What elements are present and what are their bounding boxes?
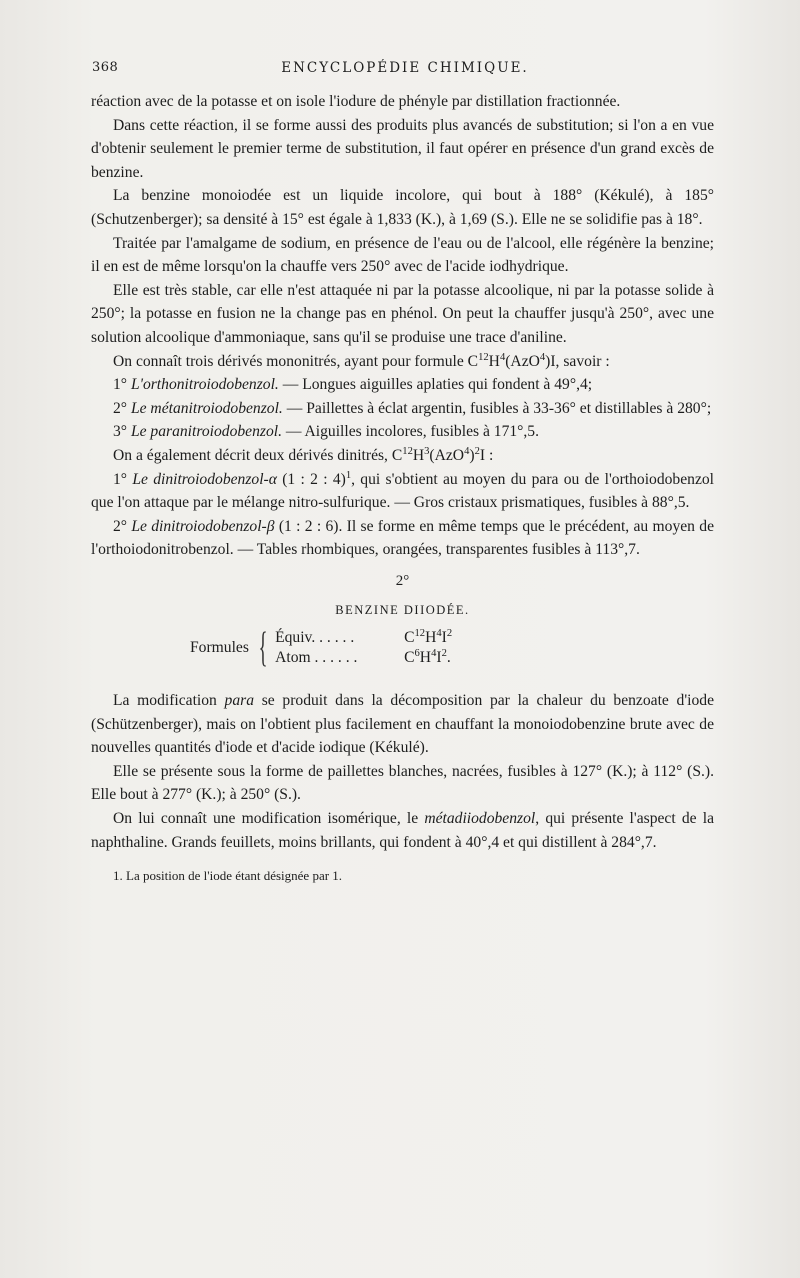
paragraph: réaction avec de la potasse et on isole l'iodure de phényle par distillation fractionnée. xyxy=(91,93,621,110)
paragraph-para: La modification para se produit dans la décomposition par la chaleur du benzoate d'iode (Schützenberger), mais on l'obtient plus facilement en chauffant la monoiodobenzine brute avec de nouvelles quantités d'iode et d'acide iodique (Kékulé). xyxy=(91,692,714,757)
section-number: 2° xyxy=(395,572,410,589)
formula-label: Formules xyxy=(190,639,249,657)
list-item: 2° Le dinitroiodobenzol-β (1 : 2 : 6). Il se forme en même temps que le précédent, au moyen de l'orthoiodonitrobenzol. — Tables rhombiques, orangées, transparentes fusibles à 113°,7. xyxy=(91,517,714,559)
paragraph: Traitée par l'amalgame de sodium, en présence de l'eau ou de l'alcool, elle régénère la benzine; il en est de même lorsqu'on la chauffe vers 250° avec de l'acide iodhydrique. xyxy=(91,234,714,276)
brace-icon: { xyxy=(258,625,268,672)
paragraph-meta: On lui connaît une modification isomérique, le métadiiodobenzol, qui présente l'aspect de la naphthaline. Grands feuillets, moins brillants, qui fondent à 40°,4 et qui distillent à 284°,7. xyxy=(91,810,714,851)
page-header xyxy=(92,60,718,84)
paragraph-mononitro: On connaît trois dérivés mononitrés, ayant pour formule $C^{12}H^4(AzO^4)I$, savoir : xyxy=(113,351,610,370)
section-title: BENZINE DIIODÉE. xyxy=(335,603,470,618)
footnote: 1. La position de l'iode étant désignée par 1. xyxy=(113,868,343,884)
formula-lines xyxy=(275,628,452,668)
formula-row-atom: Atom . . . . . . $C^6H^4I^2$. xyxy=(275,647,451,667)
formula-block xyxy=(190,625,714,672)
list-item: 2° Le métanitroiodobenzol. — Paillettes à éclat argentin, fusibles à 33-36° et distillables à 280°; xyxy=(113,399,712,417)
paragraph: Dans cette réaction, il se forme aussi des produits plus avancés de substitution; si l'on a en vue d'obtenir seulement le premier terme de substitution, il faut opérer en présence d'un grand excès de benzine. xyxy=(91,116,714,181)
list-item: 1° Le dinitroiodobenzol-α (1 : 2 : 4)$^1$, qui s'obtient au moyen du para ou de l'orthoiodobenzol que l'on attaque par le mélange nitro-sulfurique. — Gros cristaux prismatiques, fusibles à 88°,5. xyxy=(91,469,714,512)
body-text xyxy=(91,90,714,888)
page-number: 368 xyxy=(92,60,119,75)
paragraph: Elle est très stable, car elle n'est attaquée ni par la potasse alcoolique, ni par la potasse solide à 250°; la potasse en fusion ne la change pas en phénol. On peut la chauffer jusqu'à 250°, avec une solution alcoolique d'ammoniaque, sans qu'il se produise une trace d'aniline. xyxy=(91,281,714,346)
list-item: 3° Le paranitroiodobenzol. — Aiguilles incolores, fusibles à 171°,5. xyxy=(113,423,539,441)
paragraph: La benzine monoiodée est un liquide incolore, qui bout à 188° (Kékulé), à 185° (Schutzenberger); sa densité à 15° est égale à 1,833 (K.), à 1,69 (S.). Elle ne se solidifie pas à 18°. xyxy=(91,187,714,228)
paragraph-dinitro: On a également décrit deux dérivés dinitrés, $C^{12}H^3(AzO^4)^2I$ : xyxy=(113,445,494,464)
running-title: ENCYCLOPÉDIE CHIMIQUE. xyxy=(281,60,529,76)
paragraph: Elle se présente sous la forme de paillettes blanches, nacrées, fusibles à 127° (K.); à 112° (S.). Elle bout à 277° (K.); à 250° (S.). xyxy=(91,762,714,804)
formula-row-equiv: Équiv. . . . . . $C^{12}H^4I^2$ xyxy=(275,627,453,647)
list-item: 1° L'orthonitroiodobenzol. — Longues aiguilles aplaties qui fondent à 49°,4; xyxy=(113,376,593,394)
